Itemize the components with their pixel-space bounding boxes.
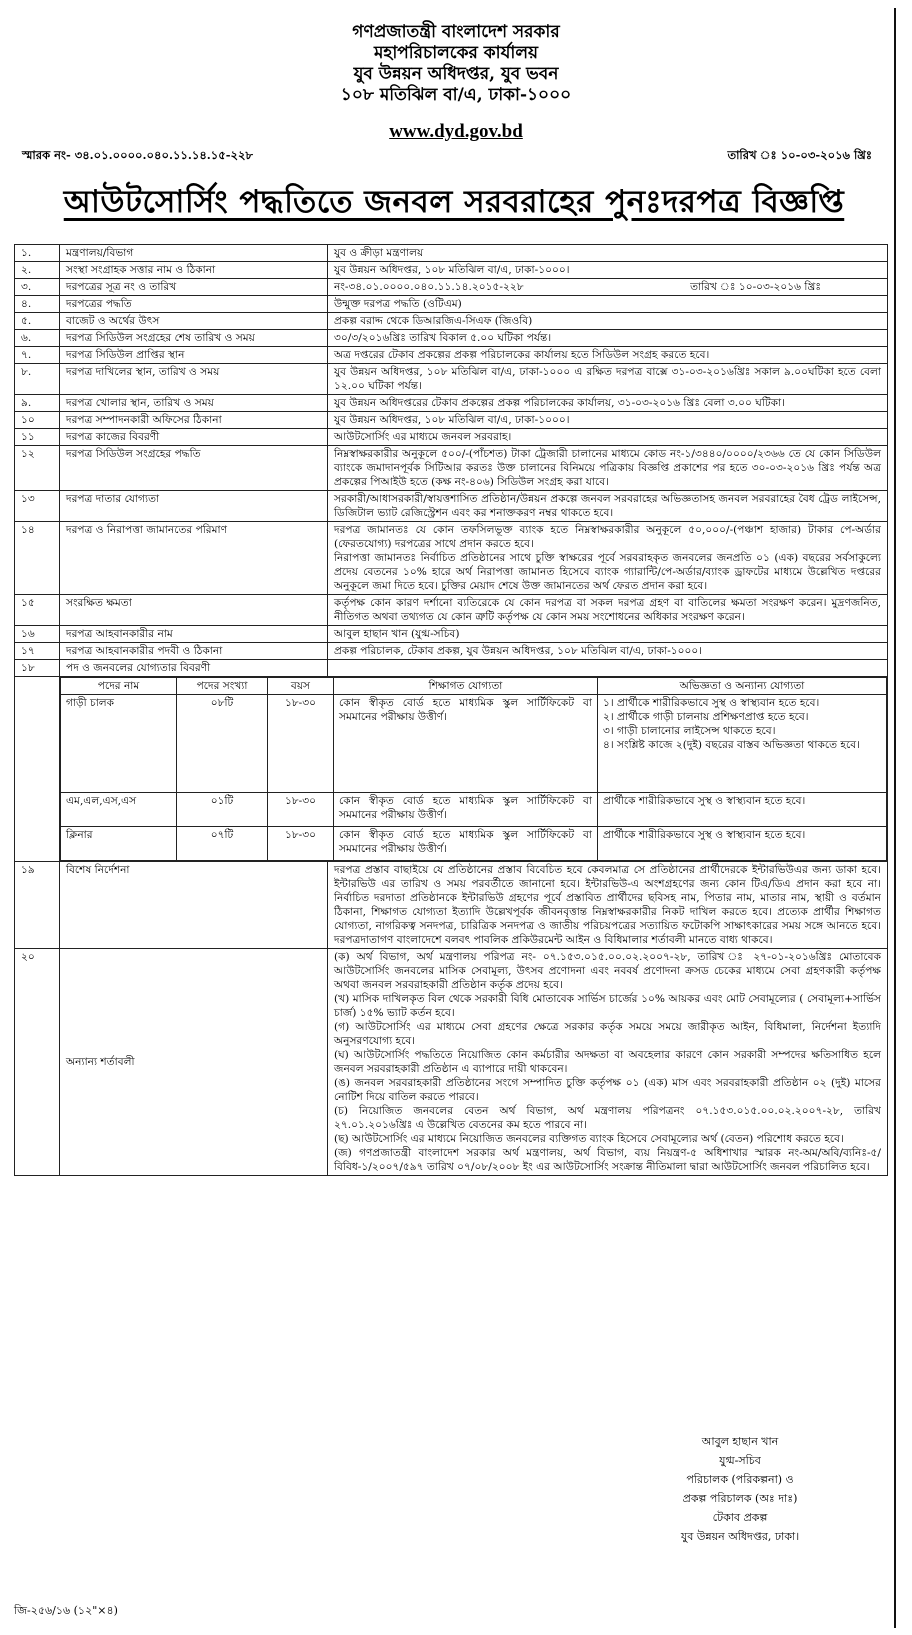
row-label: বাজেট ও অর্থের উৎস — [60, 313, 328, 330]
row-number: ১২ — [15, 446, 60, 491]
position-experience — [598, 793, 887, 827]
position-education: কোন স্বীকৃত বোর্ড হতে মাধ্যমিক স্কুল সার্টিফিকেট বা সমমানের পরীক্ষায় উত্তীর্ণ। — [334, 827, 598, 861]
positions-header-row — [61, 678, 887, 695]
table-row — [15, 330, 888, 347]
condition-item: (গ) আউটসোর্সিং এর মাধ্যমে সেবা গ্রহণের ক্ষেত্রে সরকার কর্তৃক সময়ে সময়ে জারীকৃত আইন, বিধিমালা, নির্দেশনা ইত্যাদি অনুসরণযোগ্য হবে। — [334, 1021, 881, 1047]
positions-header: অভিজ্ঞতা ও অন্যান্য যোগ্যতা — [598, 678, 887, 695]
signature-block — [640, 1432, 840, 1546]
table-row — [15, 491, 888, 522]
experience-item: ৩। গাড়ী চালানোর লাইসেন্স থাকতে হবে। — [603, 725, 776, 737]
signatory-name: আবুল হাছান খান — [701, 1435, 779, 1448]
position-count: ০৭টি — [177, 827, 268, 861]
row-value: নিম্নস্বাক্ষরকারীর অনুকূলে ৫০০/-(পাঁচশত) টাকা ট্রেজারী চালানের মাধ্যমে কোড নং-১/৩৪৪০/০০০০/২৩৬৬ তে যে কোন সিডিউল ব্যাংকে জমাদানপূর্বক সিটিআর করতঃ উক্ত চালানের বিনিময়ে পত্রিকায় বিজ্ঞপ্তি প্রকাশের পর হতে ৩০-০৩-২০১৬ খ্রিঃ পর্যন্ত অত্র প্রকল্পের পিআইউ হতে (কক্ষ নং-৪০৬) সিডিউল সংগ্রহ করা যাবে। — [328, 446, 888, 491]
table-row — [15, 429, 888, 446]
experience-item: প্রার্থীকে শারীরিকভাবে সুস্থ ও স্বাস্থ্যবান হতে হবে। — [603, 829, 806, 841]
table-row — [15, 949, 888, 1176]
office-name: মহাপরিচালকের কার্যালয় — [373, 43, 539, 63]
table-row — [15, 279, 888, 296]
positions-table — [60, 677, 887, 861]
row-value: যুব উন্নয়ন অধিদপ্তরের টেকাব প্রকল্পের প্রকল্প পরিচালকের কার্যালয়, ৩১-০৩-২০১৬ খ্রিঃ বেলা ৩.০০ ঘটিকা। — [328, 395, 888, 412]
table-row — [15, 595, 888, 626]
row-value — [328, 660, 888, 677]
experience-item: ২। প্রার্থীকে গাড়ী চালনায় প্রশিক্ষণপ্রাপ্ত হতে হবে। — [603, 711, 809, 723]
row-label: সংরক্ষিত ক্ষমতা — [60, 595, 328, 626]
row-label: দরপত্র আহবানকারীর পদবী ও ঠিকানা — [60, 643, 328, 660]
positions-row — [15, 677, 888, 862]
signatory-rank: যুগ্ম-সচিব — [719, 1454, 761, 1467]
row-number: ১৭ — [15, 643, 60, 660]
row-label: দরপত্র সিডিউল সংগ্রহের পদ্ধতি — [60, 446, 328, 491]
table-row — [15, 446, 888, 491]
table-row — [15, 296, 888, 313]
experience-item: প্রার্থীকে শারীরিকভাবে সুস্থ ও স্বাস্থ্যবান হতে হবে। — [603, 795, 806, 807]
table-row — [15, 643, 888, 660]
position-name: ক্লিনার — [61, 827, 177, 861]
row-value: আউটসোর্সিং এর মাধ্যমে জনবল সরবরাহ। — [328, 429, 888, 446]
positions-header: বয়স — [268, 678, 334, 695]
page-border-line — [894, 8, 896, 1628]
footer-code: জি-২৫৬/১৬ (১২"×৪) — [14, 1604, 118, 1617]
tender-table — [14, 244, 888, 1176]
row-label: দরপত্র দাখিলের স্থান, তারিখ ও সময় — [60, 364, 328, 395]
row-value: সরকারী/আধাসরকারী/স্বায়ত্তশাসিত প্রতিষ্ঠান/উন্নয়ন প্রকল্পে জনবল সরবরাহের অভিজ্ঞতাসহ জনবল সরবরাহের বৈধ ট্রেড লাইসেন্স, ডিজিটাল ভ্যাট রেজিস্ট্রেশন এবং কর শনাক্তকরণ নম্বর থাকতে হবে। — [328, 491, 888, 522]
position-age: ১৮-৩০ — [268, 827, 334, 861]
row-label: দরপত্র সম্পাদনকারী অফিসের ঠিকানা — [60, 412, 328, 429]
bid-security-text: দরপত্র জামানতঃ যে কোন তফসিলভূক্ত ব্যাংক হতে নিম্নস্বাক্ষরকারীর অনুকূলে ৫০,০০০/-(পঞ্চাশ হাজার) টাকার পে-অর্ডার (ফেরতযোগ্য) দরপত্রের সাথে প্রদান করতে হবে। — [334, 524, 881, 550]
signatory-title-1: পরিচালক (পরিকল্পনা) ও — [686, 1473, 794, 1486]
position-age: ১৮-৩০ — [268, 793, 334, 827]
row-value: প্রকল্প বরাদ্দ থেকে ডিআরজিএ-সিএফ (জিওবি) — [328, 313, 888, 330]
condition-item: (জ) গণপ্রজাতন্ত্রী বাংলাদেশ সরকার অর্থ মন্ত্রণালয়, অর্থ বিভাগ, ব্যয় নিয়ন্ত্রণ-৫ অধিশাখার স্মারক নং-অম/অবি/ব্যনিঃ-৫/বিবিধ-১/২০০৭/৫৯৭ তারিখ ০৭/০৮/২০০৮ ইং এর আউটসোর্সিং সংক্রান্ত নীতিমালা দ্বারা আউটসোর্সিং জনবল পরিচালিত হবে। — [334, 1147, 881, 1173]
letterhead — [0, 22, 912, 106]
position-item — [61, 695, 887, 793]
row-number: ২. — [15, 262, 60, 279]
row-number: ১৪ — [15, 522, 60, 595]
table-row — [15, 262, 888, 279]
position-name: গাড়ী চালক — [61, 695, 177, 793]
row-label: সংস্থা সংগ্রাহক সত্তার নাম ও ঠিকানা — [60, 262, 328, 279]
row-label: দরপত্র সিডিউল প্রাপ্তির স্থান — [60, 347, 328, 364]
row-number: ১৫ — [15, 595, 60, 626]
position-experience — [598, 827, 887, 861]
row-label: দরপত্রের পদ্ধতি — [60, 296, 328, 313]
row-value: যুব উন্নয়ন অধিদপ্তর, ১০৮ মতিঝিল বা/এ, ঢাকা-১০০০ এ রক্ষিত দরপত্র বাক্সে ৩১-০৩-২০১৬খ্রিঃ সকাল ৯.০০ঘটিকা হতে বেলা ১২.০০ ঘটিকা পর্যন্ত। — [328, 364, 888, 395]
row-number: ৯. — [15, 395, 60, 412]
row-number: ৩. — [15, 279, 60, 296]
website-link[interactable]: www.dyd.gov.bd — [389, 121, 523, 142]
condition-item: (ঙ) জনবল সরবরাহকারী প্রতিষ্ঠানের সংগে সম্পাদিত চুক্তি কর্তৃপক্ষ ০১ (এক) মাস এবং সরবরাহকারী প্রতিষ্ঠান ০২ (দুই) মাসের নোটিশ দিয়ে বাতিল করতে পারবে। — [334, 1077, 881, 1103]
position-education: কোন স্বীকৃত বোর্ড হতে মাধ্যমিক স্কুল সার্টিফিকেট বা সমমানের পরীক্ষায় উত্তীর্ণ। — [334, 793, 598, 827]
row-value: যুব ও ক্রীড়া মন্ত্রণালয় — [328, 245, 888, 262]
row-value: আবুল হাছান খান (যুগ্ম-সচিব) — [328, 626, 888, 643]
row-label: দরপত্র খোলার স্থান, তারিখ ও সময় — [60, 395, 328, 412]
position-count: ০১টি — [177, 793, 268, 827]
row-label: দরপত্র দাতার যোগ্যতা — [60, 491, 328, 522]
row-label: পদ ও জনবলের যোগ্যতার বিবরণী — [60, 660, 328, 677]
row-label: দরপত্র আহবানকারীর নাম — [60, 626, 328, 643]
govt-name: গণপ্রজাতন্ত্রী বাংলাদেশ সরকার — [352, 22, 560, 42]
positions-header: পদের সংখ্যা — [177, 678, 268, 695]
table-row — [15, 522, 888, 595]
row-number: ৭. — [15, 347, 60, 364]
table-row — [15, 347, 888, 364]
row-number: ১. — [15, 245, 60, 262]
performance-security-text: নিরাপত্তা জামানতঃ নির্বাচিত প্রতিষ্ঠানের সাথে চুক্তি স্বাক্ষরের পূর্বে সরবরাহকৃত জনবলের জনপ্রতি ০১ (এক) বছরের সর্বসাকুল্যে প্রদেয় বেতনের ১০% হারে অর্থ নিরাপত্তা জামানত হিসেবে ব্যাংক গ্যারান্টি/পে-অর্ডার/ব্যাংক ড্রাফটের মাধ্যমে উল্লেখিত দপ্তরের অনুকূলে জমা দিতে হবে। চুক্তির মেয়াদ শেষে উক্ত জামানতের অর্থ ফেরত প্রদান করা হবে। — [334, 552, 881, 592]
table-row — [15, 364, 888, 395]
table-row — [15, 862, 888, 949]
table-row — [15, 626, 888, 643]
row-label: অন্যান্য শর্তাবলী — [60, 949, 328, 1176]
ref-date: তারিখ ঃ ১০-০৩-২০১৬ খ্রিঃ — [690, 281, 821, 293]
row-number: ৮. — [15, 364, 60, 395]
row-value: প্রকল্প পরিচালক, টেকাব প্রকল্প, যুব উন্নয়ন অধিদপ্তর, ১০৮ মতিঝিল বা/এ, ঢাকা-১০০০। — [328, 643, 888, 660]
row-value — [328, 279, 888, 296]
row-label: বিশেষ নির্দেশনা — [60, 862, 328, 949]
positions-header: শিক্ষাগত যোগ্যতা — [334, 678, 598, 695]
table-row — [15, 660, 888, 677]
row-value: উন্মুক্ত দরপত্র পদ্ধতি (ওটিএম) — [328, 296, 888, 313]
row-value — [328, 522, 888, 595]
row-label: মন্ত্রণালয়/বিভাগ — [60, 245, 328, 262]
signatory-title-2: প্রকল্প পরিচালক (অঃ দাঃ) — [682, 1492, 798, 1505]
position-item — [61, 827, 887, 861]
ref-number: নং-৩৪.০১.০০০০.০৪০.১১.১৪.২০১৫-২২৮ — [334, 281, 524, 293]
department-name: যুব উন্নয়ন অধিদপ্তর, যুব ভবন — [353, 64, 559, 84]
table-row — [15, 313, 888, 330]
row-value: ৩০/৩/২০১৬খ্রিঃ তারিখ বিকাল ৫.০০ ঘটিকা পর্যন্ত। — [328, 330, 888, 347]
row-label: দরপত্র সিডিউল সংগ্রহের শেষ তারিখ ও সময় — [60, 330, 328, 347]
condition-item: (ঘ) আউটসোর্সিং পদ্ধতিতে নিয়োজিত কোন কর্মচারীর অদক্ষতা বা অবহেলার কারণে কোন সরকারী সম্পদের ক্ষতিসাধিত হলে জনবল সরবরাহকারী প্রতিষ্ঠান এ ব্যাপারে দায়ী থাকবেন। — [334, 1049, 881, 1075]
row-number: ১০ — [15, 412, 60, 429]
condition-item: (ক) অর্থ বিভাগ, অর্থ মন্ত্রণালয় পরিপত্র নং- ০৭.১৫৩.০১৫.০০.০২.২০০৭-২৮, তারিখ ঃ ২৭-০১-২০১৬খ্রিঃ মোতাবেক আউটসোর্সিং জনবলের মাসিক সেবামূল্য, উৎসব প্রণোদনা এবং নববর্ষ প্রণোদনা ক্রসড চেকের মাধ্যমে সেবা গ্রহণকারী কর্তৃপক্ষ অথবা জনবল সরবরাহকারী প্রতিষ্ঠান কর্তৃক প্রদেয় হবে। — [334, 951, 881, 991]
condition-item: (চ) নিয়োজিত জনবলের বেতন অর্থ বিভাগ, অর্থ মন্ত্রণালয় পরিপত্রনং ০৭.১৫৩.০১৫.০০.০২.২০০৭-২৮, তারিখ ২৭.০১.২০১৬খ্রিঃ এ উল্লেখিত বেতনের কম হতে পারবে না। — [334, 1105, 881, 1131]
row-number: ৬. — [15, 330, 60, 347]
position-item — [61, 793, 887, 827]
positions-header: পদের নাম — [61, 678, 177, 695]
office-address: ১০৮ মতিঝিল বা/এ, ঢাকা-১০০০ — [340, 85, 572, 105]
row-number: ১৬ — [15, 626, 60, 643]
row-value: যুব উন্নয়ন অধিদপ্তর, ১০৮ মতিঝিল বা/এ, ঢাকা-১০০০। — [328, 262, 888, 279]
table-row — [15, 245, 888, 262]
condition-item: (ছ) আউটসোর্সিং এর মাধ্যমে নিয়োজিত জনবলের ব্যক্তিগত ব্যাংক হিসেবে সেবামূল্যের অর্থ (বেতন) পরিশোধ করতে হবে। — [334, 1133, 844, 1145]
notice-title: আউটসোর্সিং পদ্ধতিতে জনবল সরবরাহের পুনঃদরপত্র বিজ্ঞপ্তি — [63, 184, 845, 220]
row-number: ১৮ — [15, 660, 60, 677]
position-name: এম,এল,এস,এস — [61, 793, 177, 827]
condition-item: (খ) মাসিক দাখিলকৃত বিল থেকে সরকারী বিধি মোতাবেক সার্ভিস চার্জের ১০% আয়কর এবং মোট সেবামূল্যের ( সেবামূল্য+সার্ভিস চার্জ) ১৫% ভ্যাট কর্তন হবে। — [334, 993, 881, 1019]
experience-item: ১। প্রার্থীকে শারীরিকভাবে সুস্থ ও স্বাস্থ্যবান হতে হবে। — [603, 697, 820, 709]
experience-item: ৪। সংশ্লিষ্ট কাজে ২(দুই) বছরের বাস্তব অভিজ্ঞতা থাকতে হবে। — [603, 739, 860, 751]
row-number: ১৩ — [15, 491, 60, 522]
position-age: ১৮-৩০ — [268, 695, 334, 793]
memo-number: স্মারক নং- ৩৪.০১.০০০০.০৪০.১১.১৪.১৫-২২৮ — [22, 148, 253, 162]
row-number: ১৯ — [15, 862, 60, 949]
row-label: দরপত্রের সূত্র নং ও তারিখ — [60, 279, 328, 296]
position-count: ০৮টি — [177, 695, 268, 793]
row-value: দরপত্র প্রস্তাব বাছাইয়ে যে প্রতিষ্ঠানের প্রস্তাব বিবেচিত হবে কেবলমাত্র সে প্রতিষ্ঠানের প্রার্থীদেরকে ইন্টারভিউএর জন্য ডাকা হবে। ইন্টারভিউ এর তারিখ ও সময় পরবর্তীতে জানানো হবে। ইন্টারভিউ-এ অংশগ্রহণের জন্য কোন টিএ/ডিএ প্রদান করা হবে না। নির্বাচিত দরদাতা প্রতিষ্ঠানকে ইন্টারভিউ গ্রহণের পূর্বে প্রস্তাবিত প্রার্থীদের ছবিসহ নাম, পিতার নাম, মাতার নাম, স্থায়ী ও বর্তমান ঠিকানা, শিক্ষাগত যোগ্যতা ইত্যাদি উল্লেখপূর্বক জীবনবৃত্তান্ত নিম্নস্বাক্ষরকারীর নিকট দাখিল করতে হবে। প্রত্যেক প্রার্থীর শিক্ষাগত যোগ্যতা, নাগরিকত্ব সনদপত্র, চারিত্রিক সনদপত্র ও জাতীয় পরিচয়পত্রের সত্যায়িত ফটোকপি সাক্ষাৎকারের সময় সঙ্গে আনতে হবে। দরপত্রদাতাগণ বাংলাদেশে বলবৎ পাবলিক প্রকিউরমেন্ট আইন ও বিধিমালার শর্তাবলী মানতে বাধ্য থাকবে। — [328, 862, 888, 949]
signatory-office: যুব উন্নয়ন অধিদপ্তর, ঢাকা। — [680, 1530, 800, 1543]
row-label: দরপত্র ও নিরাপত্তা জামানতের পরিমাণ — [60, 522, 328, 595]
row-number-blank — [15, 677, 60, 862]
position-education: কোন স্বীকৃত বোর্ড হতে মাধ্যমিক স্কুল সার্টিফিকেট বা সমমানের পরীক্ষায় উত্তীর্ণ। — [334, 695, 598, 793]
position-experience — [598, 695, 887, 793]
table-row — [15, 412, 888, 429]
row-number: ১১ — [15, 429, 60, 446]
row-value: যুব উন্নয়ন অধিদপ্তর, ১০৮ মতিঝিল বা/এ, ঢাকা-১০০০। — [328, 412, 888, 429]
table-row — [15, 395, 888, 412]
row-number: ৫. — [15, 313, 60, 330]
row-value — [328, 949, 888, 1176]
row-number: ২০ — [15, 949, 60, 1176]
row-value: কর্তৃপক্ষ কোন কারণ দর্শানো ব্যতিরেকে যে কোন দরপত্র বা সকল দরপত্র গ্রহণ বা বাতিলের ক্ষমতা সংরক্ষণ করেন। মুদ্রণজনিত, নীতিগত অথবা তথ্যগত যে কোন ত্রুটি কর্তৃপক্ষ যে কোন সময় সংশোধনের অধিকার সংরক্ষণ করেন। — [328, 595, 888, 626]
positions-cell — [60, 677, 888, 862]
signatory-project: টেকাব প্রকল্প — [712, 1511, 768, 1524]
notice-date: তারিখ ঃ ১০-০৩-২০১৬ খ্রিঃ — [727, 148, 872, 162]
row-number: ৪. — [15, 296, 60, 313]
row-label: দরপত্র কাজের বিবরণী — [60, 429, 328, 446]
row-value: অত্র দপ্তরের টেকাব প্রকল্পের প্রকল্প পরিচালকের কার্যালয় হতে সিডিউল সংগ্রহ করতে হবে। — [328, 347, 888, 364]
